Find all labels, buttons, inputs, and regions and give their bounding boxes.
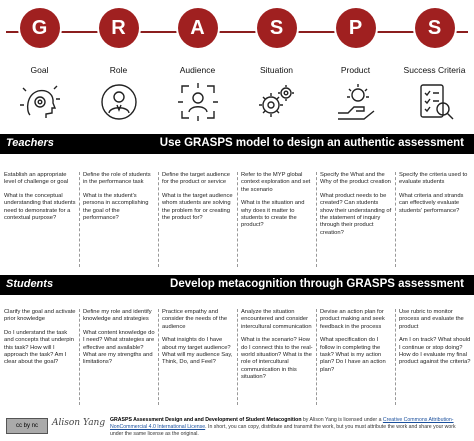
cell-question: What is the conceptual understanding that students need to demonstrate for a contextual purpose? xyxy=(4,192,76,222)
teacher-cell-success-criteria xyxy=(395,172,474,221)
band-label: Teachers xyxy=(6,137,54,149)
cell-action: Devise an action plan for product making and seek feedback in the process xyxy=(320,309,385,330)
student-cell-product xyxy=(316,309,395,380)
column-divider xyxy=(395,309,396,405)
cell-action: Specify the criteria used to evaluate students xyxy=(399,172,468,186)
teacher-cell-product xyxy=(316,172,395,243)
cell-question: Do I understand the task and concepts that underpin this task? How will I approach the task? Am I clear about the goal? xyxy=(4,329,74,366)
column-divider xyxy=(237,309,238,405)
license-link[interactable]: Creative Commons Attribution-NonCommercial 4.0 International License xyxy=(110,417,454,430)
column-divider xyxy=(158,309,159,405)
column-title: Product xyxy=(340,65,371,75)
cell-action: Define my role and identify knowledge and strategies xyxy=(83,309,152,323)
cell-question: What insights do I have about my target audience? What will my audience Say, Think, Do, and Feel? xyxy=(162,337,233,366)
teacher-cell-role xyxy=(79,172,158,228)
column-divider xyxy=(79,172,80,267)
cell-question: What is the scenario? How do I connect this to the real-world situation? What is the role of intercultural communication in this situation? xyxy=(241,337,313,381)
student-cell-role xyxy=(79,309,158,373)
grasps-header xyxy=(0,0,474,128)
students-cells xyxy=(0,309,474,405)
gears-icon xyxy=(255,81,299,123)
column-situation xyxy=(237,8,316,123)
cell-action: Clarify the goal and activate prior knowledge xyxy=(4,309,76,323)
cell-question: What is the situation and why does it matter to students to create the product? xyxy=(241,200,305,229)
column-divider xyxy=(395,172,396,267)
teacher-cell-goal xyxy=(0,172,79,228)
teachers-band xyxy=(0,134,474,154)
target-person-icon xyxy=(176,81,220,123)
column-audience xyxy=(158,8,237,123)
letter-circle: S xyxy=(257,8,297,48)
cc-license-badge[interactable]: cc by nc xyxy=(6,418,48,434)
cell-action: Define the role of students in the performance task xyxy=(83,172,151,186)
letter-circle: P xyxy=(336,8,376,48)
cell-question: Am I on track? What should I continue or stop doing? How do I evaluate my final product against the criteria? xyxy=(399,337,471,366)
students-band xyxy=(0,275,474,295)
cell-action: Analyze the situation encountered and consider intercultural communication xyxy=(241,309,312,330)
column-divider xyxy=(316,172,317,267)
letter-circle: A xyxy=(178,8,218,48)
column-role xyxy=(79,8,158,123)
person-badge-icon xyxy=(97,81,141,123)
cell-action: Practice empathy and consider the needs of the audience xyxy=(162,309,228,330)
band-motto: Use GRASPS model to design an authentic assessment xyxy=(159,137,464,149)
column-divider xyxy=(316,309,317,405)
cell-question: What product needs to be created? Can students show their understanding of the statement of inquiry through their product creation? xyxy=(320,192,392,236)
credit-mid: by Alison Yang is licensed under a xyxy=(301,417,383,423)
cell-action: Establish an appropriate level of challenge or goal xyxy=(4,172,69,186)
student-cell-goal xyxy=(0,309,79,373)
cell-action: Use rubric to monitor process and evaluate the product xyxy=(399,309,464,330)
student-cell-audience xyxy=(158,309,237,373)
cell-action: Define the target audience for the product or service xyxy=(162,172,231,186)
cell-question: What criteria and strands can effectively evaluate students' performance? xyxy=(399,192,464,214)
credit-rest: . In short, you can copy, distribute and transmit the work, but you must attribute the work and share your work under the same license as the original. xyxy=(110,423,456,437)
band-motto: Develop metacognition through GRASPS assessment xyxy=(170,278,464,290)
column-divider xyxy=(237,172,238,267)
column-success-criteria xyxy=(395,8,474,123)
student-cell-situation xyxy=(237,309,316,388)
column-divider xyxy=(158,172,159,267)
cell-question: What is the student's persona in accomplishing the goal of the performance? xyxy=(83,192,149,222)
credit-title: GRASPS Assessment Design and and Development of Student Metacognition xyxy=(110,417,302,423)
column-divider xyxy=(79,309,80,405)
author-signature: Alison Yang xyxy=(52,418,106,428)
column-title: Role xyxy=(109,65,128,75)
band-label: Students xyxy=(6,278,54,290)
column-title: Goal xyxy=(30,65,49,75)
column-title: Success Criteria xyxy=(403,65,466,75)
teachers-cells xyxy=(0,172,474,267)
credit-text xyxy=(110,417,466,437)
cell-action: Refer to the MYP global context exploration and set the scenario xyxy=(241,172,311,193)
teacher-cell-audience xyxy=(158,172,237,228)
column-title: Situation xyxy=(259,65,294,75)
product-sparkle-icon xyxy=(334,81,378,123)
teacher-cell-situation xyxy=(237,172,316,236)
cell-question: What specification do I follow in completing the task? What is my action plan? Do I have an action plan? xyxy=(320,337,386,373)
column-goal xyxy=(0,8,79,123)
head-gears-icon xyxy=(18,81,62,123)
cell-question: What is the target audience whom students are solving the problem for or creating the product for? xyxy=(162,192,233,222)
letter-circle: R xyxy=(99,8,139,48)
footer xyxy=(0,410,474,441)
letter-circle: G xyxy=(20,8,60,48)
column-product xyxy=(316,8,395,123)
letter-circle: S xyxy=(415,8,455,48)
column-title: Audience xyxy=(179,65,216,75)
cell-question: What content knowledge do I need? What strategies are effective and available? What are my strengths and limitations? xyxy=(83,329,155,366)
checklist-magnifier-icon xyxy=(413,81,457,123)
cell-action: Specify the What and the Why of the product creation xyxy=(320,172,391,186)
student-cell-success-criteria xyxy=(395,309,474,373)
